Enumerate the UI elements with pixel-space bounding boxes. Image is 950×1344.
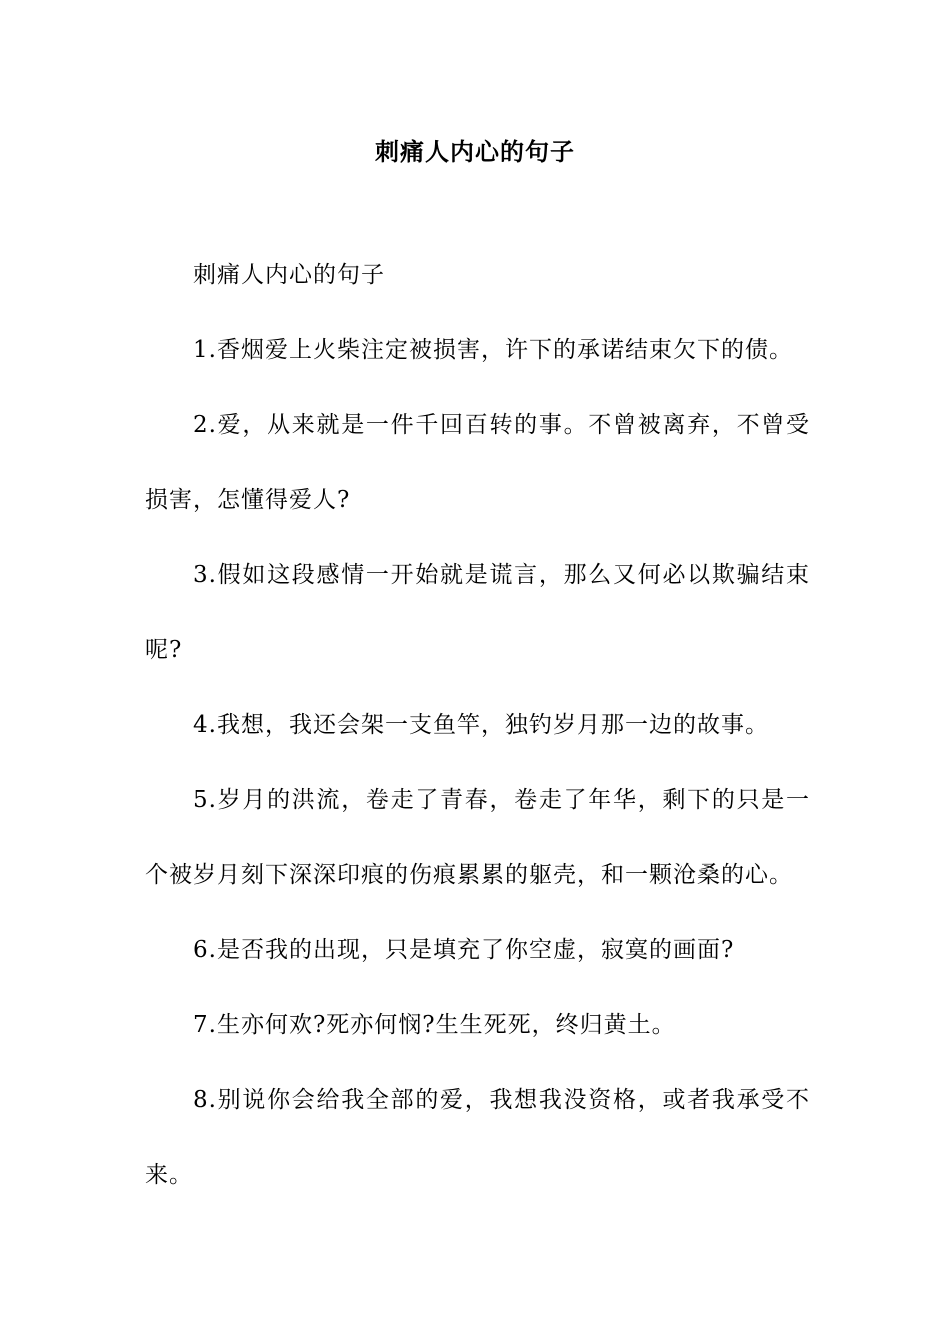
paragraph-item-6: 6.是否我的出现，只是填充了你空虚，寂寞的画面? (193, 937, 735, 963)
paragraph-item-1: 1.香烟爱上火柴注定被损害，许下的承诺结束欠下的债。 (193, 337, 793, 363)
paragraph-item-4: 4.我想，我还会架一支鱼竿，独钓岁月那一边的故事。 (193, 712, 769, 738)
document-title: 刺痛人内心的句子 (375, 137, 575, 166)
paragraph-item-2: 2.爱，从来就是一件千回百转的事。不曾被离弃，不曾受损害，怎懂得爱人? (145, 412, 810, 513)
paragraph-item-7: 7.生亦何欢?死亦何悯?生生死死，终归黄土。 (193, 1012, 676, 1038)
document-body (145, 254, 810, 1229)
paragraph-item-8: 8.别说你会给我全部的爱，我想我没资格，或者我承受不来。 (145, 1087, 810, 1188)
paragraph-item-5: 5.岁月的洪流，卷走了青春，卷走了年华，剩下的只是一个被岁月刻下深深印痕的伤痕累累的躯壳，和一颗沧桑的心。 (145, 787, 810, 888)
paragraph-item-3: 3.假如这段感情一开始就是谎言，那么又何必以欺骗结束呢? (145, 562, 810, 663)
paragraph-subtitle: 刺痛人内心的句子 (193, 262, 385, 288)
